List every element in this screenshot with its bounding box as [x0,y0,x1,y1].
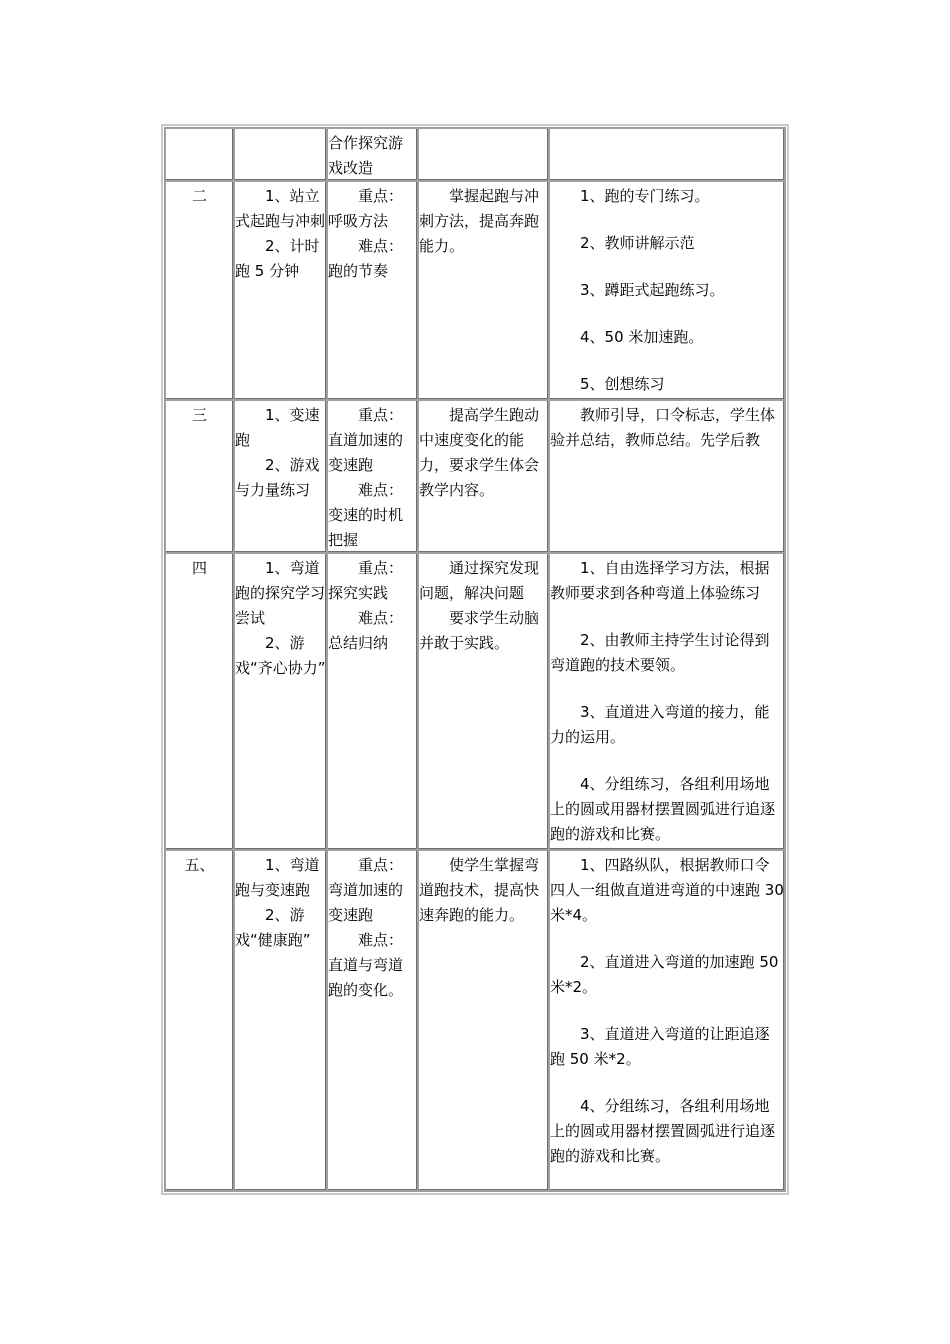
row-2-methods-cell [549,181,785,400]
row-2-method-5: 5、创想练习 [580,375,665,393]
row-2-method-2: 2、教师讲解示范 [580,234,695,252]
row-2-method-3: 3、蹲距式起跑练习。 [580,281,725,299]
row-3-key-text: 直道加速的变速跑 [328,431,404,474]
row-4-key-text: 探究实践 [328,584,389,602]
row-5-difficulty-label: 难点： [358,931,404,949]
row-3-goal-cell [418,400,549,553]
row-4-number: 四 [191,559,207,577]
row-5-method-1: 1、四路纵队，根据教师口令四人一组做直道进弯道的中速跑 30 米*4。 [550,856,784,924]
row-4-goal-cell [418,553,549,850]
row-3-number-cell [165,400,234,553]
row-2-content-cell [234,181,327,400]
row-5-method-3: 3、直道进入弯道的让距追逐跑 50 米*2。 [550,1025,770,1068]
row-5-goal-text: 使学生掌握弯道跑技术，提高快速奔跑的能力。 [419,856,540,924]
row-5-content-item-1: 1、弯道跑与变速跑 [235,856,320,899]
row-4-keypoints-cell [327,553,418,850]
row-3-difficulty-text: 变速的时机把握 [328,506,404,549]
row-2-content-item-2: 2、计时跑 5 分钟 [235,237,320,280]
row-5-method-4: 4、分组练习，各组利用场地上的圆或用器材摆置圆弧进行追逐跑的游戏和比赛。 [550,1097,776,1165]
row-3-keypoints-cell [327,400,418,553]
row-4-goal-text-2: 要求学生动脑并敢于实践。 [419,609,540,652]
row-2-goal-cell [418,181,549,400]
row-4-content-cell [234,553,327,850]
row-3-content-item-1: 1、变速跑 [235,406,320,449]
row-4-number-cell [165,553,234,850]
row-3-content-cell [234,400,327,553]
row-2-difficulty-text: 跑的节奏 [328,262,389,280]
row-4-method-4: 4、分组练习，各组利用场地上的圆或用器材摆置圆弧进行追逐跑的游戏和比赛。 [550,775,776,843]
row-4-key-label: 重点： [358,559,404,577]
row-2-difficulty-label: 难点： [358,237,404,255]
row-4-goal-text-1: 通过探究发现问题，解决问题 [419,559,540,602]
row-3-goal-text: 提高学生跑动中速度变化的能力，要求学生体会教学内容。 [419,406,540,499]
row-2-key-label: 重点： [358,187,404,205]
row-4-content-item-2: 2、游戏“齐心协力” [235,634,326,677]
row-2-goal-text: 掌握起跑与冲刺方法，提高奔跑能力。 [419,187,540,255]
row-2-number-cell [165,181,234,400]
row-5-methods-cell [549,850,785,1191]
row-5-content-item-2: 2、游戏“健康跑” [235,906,311,949]
row-3-number: 三 [191,406,207,424]
row-1-content-cell [234,128,327,181]
row-5-keypoints-cell [327,850,418,1191]
row-1-methods-cell [549,128,785,181]
row-2-method-4: 4、50 米加速跑。 [580,328,704,346]
row-3-difficulty-label: 难点： [358,481,404,499]
row-3-methods-cell [549,400,785,553]
row-4-difficulty-label: 难点： [358,609,404,627]
row-5-number: 五、 [184,856,215,874]
row-1-number-cell [165,128,234,181]
row-5-key-text: 弯道加速的变速跑 [328,881,404,924]
row-4-content-item-1: 1、弯道跑的探究学习尝试 [235,559,326,627]
row-2-keypoints-cell [327,181,418,400]
row-2-key-text: 呼吸方法 [328,212,389,230]
row-5-key-label: 重点： [358,856,404,874]
row-5-method-2: 2、直道进入弯道的加速跑 50 米*2。 [550,953,779,996]
row-4-method-1: 1、自由选择学习方法，根据教师要求到各种弯道上体验练习 [550,559,770,602]
row-2-method-1: 1、跑的专门练习。 [580,187,710,205]
row-1-goal-cell [418,128,549,181]
row-2-number: 二 [191,187,207,205]
row-5-goal-cell [418,850,549,1191]
row-3-key-label: 重点： [358,406,404,424]
row-3-method-1: 教师引导，口令标志，学生体验并总结，教师总结。先学后教 [550,406,776,449]
row-4-method-3: 3、直道进入弯道的接力，能力的运用。 [550,703,770,746]
row-2-content-item-1: 1、站立式起跑与冲刺 [235,187,326,230]
row-3-content-item-2: 2、游戏与力量练习 [235,456,320,499]
row-4-method-2: 2、由教师主持学生讨论得到弯道跑的技术要领。 [550,631,770,674]
row-1-keypoint-text: 合作探究游戏改造 [328,134,404,177]
row-5-number-cell [165,850,234,1191]
row-4-methods-cell [549,553,785,850]
row-4-difficulty-text: 总结归纳 [328,634,389,652]
row-1-keypoints-cell [327,128,418,181]
row-5-difficulty-text: 直道与弯道跑的变化。 [328,956,404,999]
row-5-content-cell [234,850,327,1191]
